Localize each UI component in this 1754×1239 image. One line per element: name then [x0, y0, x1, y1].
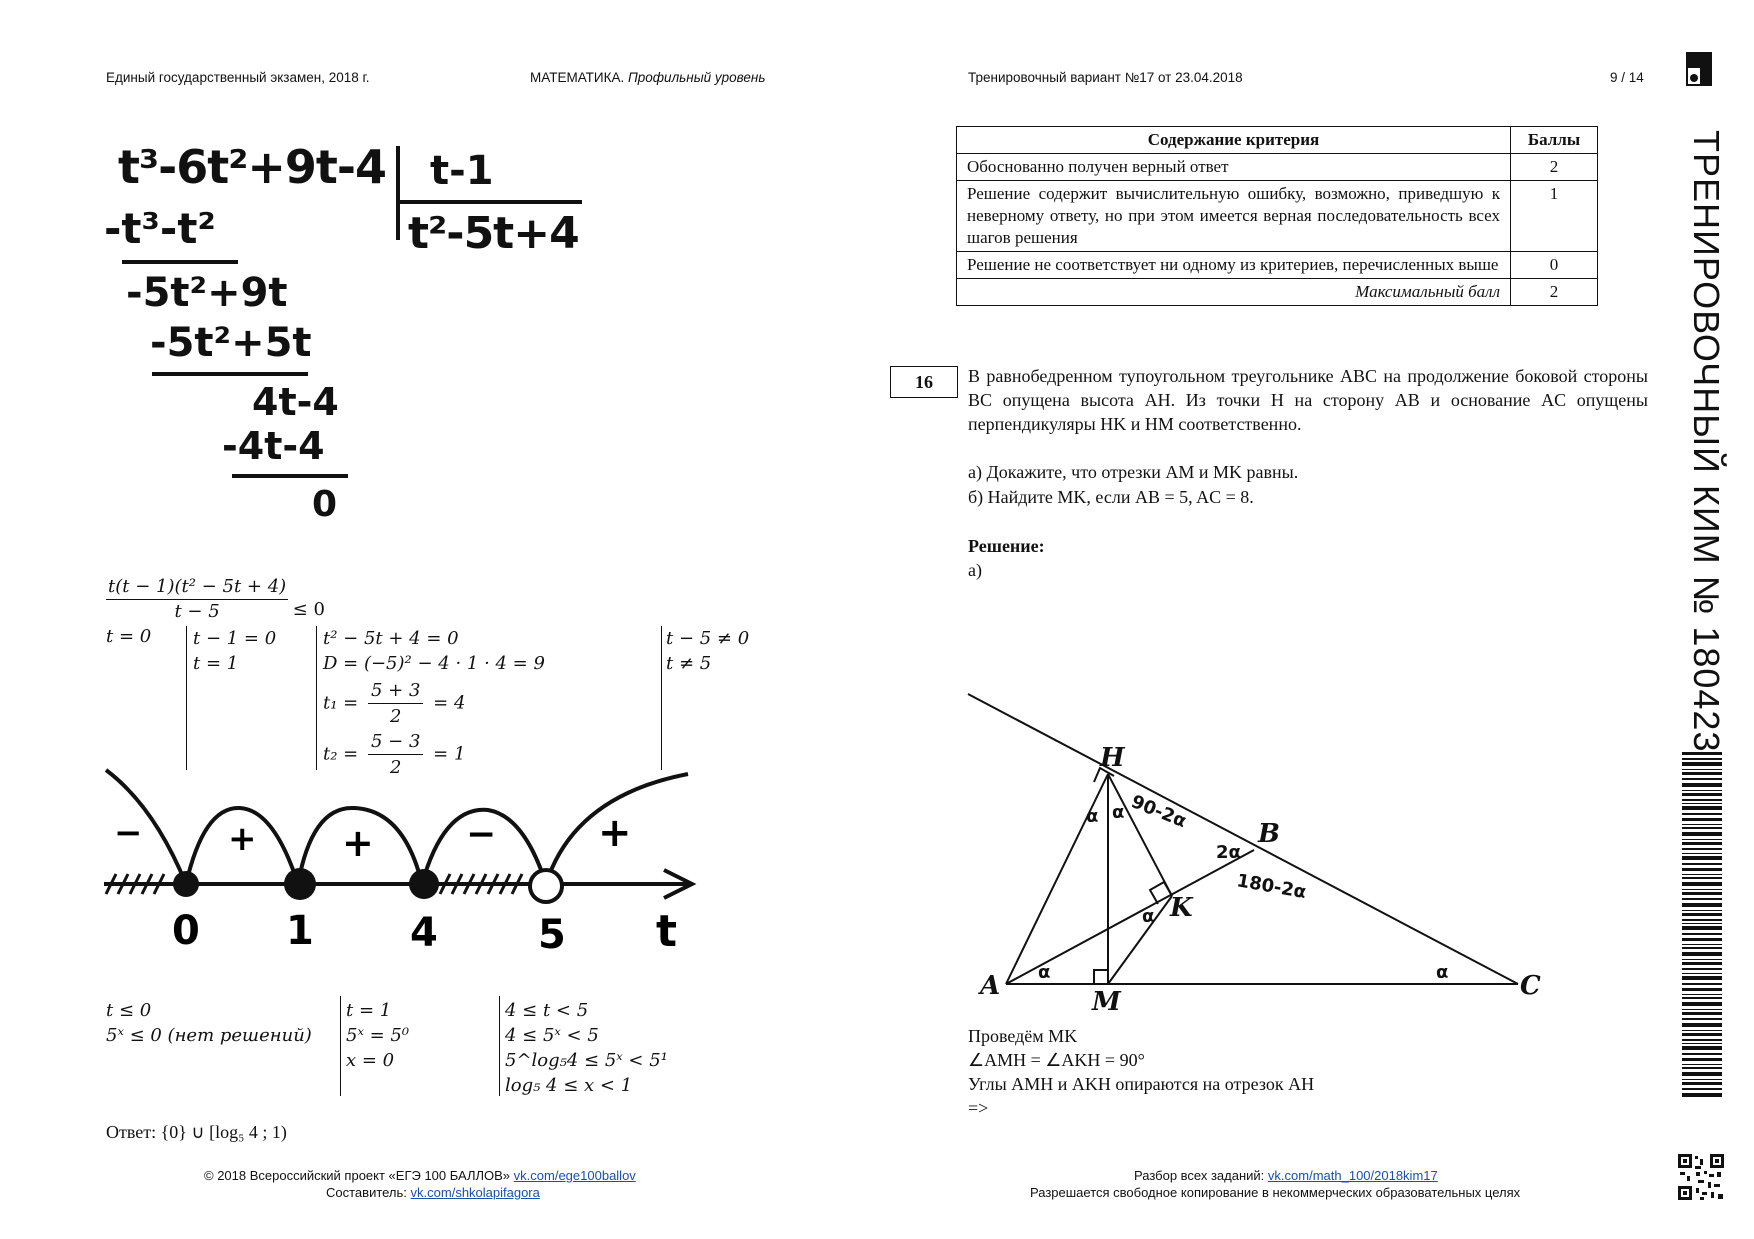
root-t1-den: 2 [389, 706, 402, 727]
angle-label: α [1142, 906, 1155, 927]
case-3-line: log₅ 4 ≤ x < 1 [505, 1075, 633, 1096]
solution-part-a: а) [968, 560, 982, 580]
right-angle-mark-M [1094, 970, 1108, 984]
header-variant: Тренировочный вариант №17 от 23.04.2018 [968, 70, 1243, 85]
division-remainder-3: 0 [312, 484, 338, 525]
divider [499, 996, 500, 1096]
angle-label: α [1038, 962, 1051, 983]
problem-number: 16 [890, 366, 958, 398]
table-header-row [957, 127, 1598, 154]
tick-label: 0 [172, 908, 200, 954]
footer-author-label: Составитель: [326, 1185, 407, 1200]
division-quotient: t²-5t+4 [408, 208, 579, 259]
tick-label: 4 [410, 910, 438, 956]
point-4 [409, 869, 439, 899]
criterion-text: Обоснованно получен верный ответ [957, 154, 1511, 181]
angle-label: 2α [1216, 842, 1241, 863]
division-divisor: t-1 [430, 148, 494, 194]
line-extension [968, 694, 1518, 984]
root-t1-fraction [368, 678, 423, 729]
division-line-3 [230, 472, 350, 480]
triangle-figure [960, 686, 1560, 1016]
quadratic-eq: t² − 5t + 4 = 0 [323, 628, 459, 649]
table-row [957, 154, 1598, 181]
header-content: Содержание критерия [957, 127, 1511, 154]
label-M: M [1092, 987, 1121, 1016]
label-K: K [1170, 893, 1193, 923]
angle-label: α [1436, 962, 1449, 983]
root-t1-lhs: t₁ = [323, 692, 359, 714]
case-1-line: t ≤ 0 [106, 1000, 152, 1021]
division-line-2 [150, 370, 310, 378]
footer-left-2 [326, 1185, 540, 1200]
case-3-line: 5^log₅4 ≤ 5ˣ < 5¹ [505, 1050, 668, 1071]
criterion-text: Решение не соответствует ни одному из критериев, перечисленных выше [957, 252, 1511, 279]
division-dividend: t³-6t²+9t-4 [118, 140, 387, 194]
qr-code-icon [1678, 1154, 1724, 1200]
root-t2-rhs: = 1 [433, 743, 466, 765]
case-t1-root: t = 1 [193, 653, 239, 674]
solution-continuation [968, 1024, 1648, 1120]
footer-copy-note: Разрешается свободное копирование в некоммерческих образовательных целях [1030, 1185, 1521, 1200]
point-1 [284, 868, 316, 900]
footer-left [204, 1168, 636, 1183]
header-subject-name: МАТЕМАТИКА. [530, 70, 625, 85]
divider [340, 996, 341, 1096]
solution-line: Углы AMH и AKH опираются на отрезок AH [968, 1074, 1315, 1094]
header-exam-title: Единый государственный экзамен, 2018 г. [106, 70, 370, 85]
sign-label: − [114, 813, 143, 853]
header-subject [530, 70, 765, 85]
axis-variable: t [656, 906, 678, 956]
case-quadratic [323, 626, 545, 780]
solution-line: Проведём MK [968, 1026, 1078, 1046]
tick-label: 5 [538, 912, 566, 956]
header-points: Баллы [1511, 127, 1598, 154]
root-t2-lhs: t₂ = [323, 743, 359, 765]
problem-statement: В равнобедренном тупоугольном треугольнике ABC на продолжение боковой стороны BC опущена высота AH. Из точки H на сторону AB и основание AC опущены перпендикуляры HK и HM соответственно. [968, 366, 1648, 434]
max-points: 2 [1511, 279, 1598, 306]
segment-MK [1108, 896, 1172, 984]
answer: Ответ: {0} ∪ [log₅ 4 ; 1) [106, 1122, 287, 1142]
sign-label: − [466, 814, 497, 855]
footer-analysis-label: Разбор всех заданий: [1134, 1168, 1265, 1183]
case-t5-ineq: t − 5 ≠ 0 [666, 628, 750, 649]
solution-line: => [968, 1098, 989, 1118]
case-t5-result: t ≠ 5 [666, 653, 712, 674]
case-3-line: 4 ≤ 5ˣ < 5 [505, 1025, 599, 1046]
max-label: Максимальный балл [957, 279, 1511, 306]
case-block-1 [106, 998, 312, 1048]
table-row-max [957, 279, 1598, 306]
discriminant: D = (−5)² − 4 · 1 · 4 = 9 [323, 653, 545, 674]
footer-link-author[interactable]: vk.com/shkolapifagora [410, 1185, 540, 1200]
point-0 [173, 871, 199, 897]
barcode-icon [1682, 752, 1722, 1100]
criteria-table [956, 126, 1598, 306]
inequality-fraction [106, 576, 288, 622]
sign-label: + [342, 821, 374, 865]
corner-mark-icon [1686, 52, 1714, 88]
inequality-relation: ≤ 0 [292, 598, 325, 620]
root-t2-num: 5 − 3 [368, 729, 423, 755]
case-block-2 [346, 998, 409, 1073]
point-5-open [530, 870, 562, 902]
problem-part-a: а) Докажите, что отрезки AM и MK равны. [968, 462, 1299, 482]
root-t1 [323, 678, 545, 729]
tick-label: 1 [286, 908, 314, 954]
footer-link-project[interactable]: vk.com/ege100ballov [513, 1168, 636, 1183]
side-title-text: ТРЕНИРОВОЧНЫЙ КИМ № 180423 [1686, 130, 1727, 753]
case-t0: t = 0 [106, 626, 152, 647]
division-line-1 [120, 258, 240, 266]
case-1-line: 5ˣ ≤ 0 (нет решений) [106, 1025, 312, 1046]
case-2-line: t = 1 [346, 1000, 392, 1021]
division-step3: -4t-4 [222, 424, 325, 468]
case-t1 [193, 626, 276, 676]
angle-label: 180-2α [1235, 870, 1308, 904]
sideways-title [1683, 130, 1727, 753]
divider [186, 626, 187, 770]
footer-link-analysis[interactable]: vk.com/math_100/2018kim17 [1267, 1168, 1438, 1183]
label-H: H [1100, 743, 1125, 773]
label-A: A [980, 971, 1001, 1001]
problem-part-b: б) Найдите MK, если AB = 5, AC = 8. [968, 487, 1254, 507]
sign-label: + [598, 810, 632, 856]
root-t2-den: 2 [389, 757, 402, 778]
division-step1: -t³-t² [104, 204, 216, 253]
label-B: B [1258, 819, 1280, 849]
table-row [957, 252, 1598, 279]
criterion-points: 0 [1511, 252, 1598, 279]
criterion-points: 2 [1511, 154, 1598, 181]
inequality-numerator: t(t − 1)(t² − 5t + 4) [106, 576, 288, 600]
solution-label: Решение: [968, 536, 1045, 556]
page-number: 9 / 14 [1610, 70, 1644, 85]
criterion-text: Решение содержит вычислительную ошибку, возможно, приведшую к неверному ответу, но при этом имеется верная последовательность всех шагов решения [957, 181, 1511, 252]
label-C: C [1520, 971, 1541, 1001]
table-row [957, 181, 1598, 252]
angle-label: α [1086, 806, 1099, 827]
case-2-line: 5ˣ = 5⁰ [346, 1025, 410, 1046]
root-t1-num: 5 + 3 [368, 678, 423, 704]
angle-label: α [1112, 802, 1125, 823]
case-2-line: x = 0 [346, 1050, 395, 1071]
number-line [104, 766, 700, 956]
footer-right [1134, 1168, 1438, 1183]
inequality [106, 576, 325, 622]
footer-copyright: © 2018 Всероссийский проект «ЕГЭ 100 БАЛЛОВ» [204, 1168, 511, 1183]
case-block-3 [505, 998, 668, 1098]
divider [316, 626, 317, 770]
divider [661, 626, 662, 770]
angle-label: 90-2α [1128, 791, 1190, 833]
criterion-points: 1 [1511, 181, 1598, 252]
header-level: Профильный уровень [627, 70, 766, 85]
division-remainder-2: 4t-4 [252, 380, 339, 424]
inequality-denominator: t − 5 [174, 601, 220, 622]
solution-line: ∠AMH = ∠AKH = 90° [968, 1050, 1145, 1070]
case-t1-eq: t − 1 = 0 [193, 628, 277, 649]
sign-label: + [228, 819, 257, 859]
division-step2: -5t²+5t [150, 320, 312, 366]
division-remainder-1: -5t²+9t [126, 270, 288, 316]
root-t1-rhs: = 4 [433, 692, 466, 714]
case-3-line: 4 ≤ t < 5 [505, 1000, 589, 1021]
case-t5 [666, 626, 749, 676]
